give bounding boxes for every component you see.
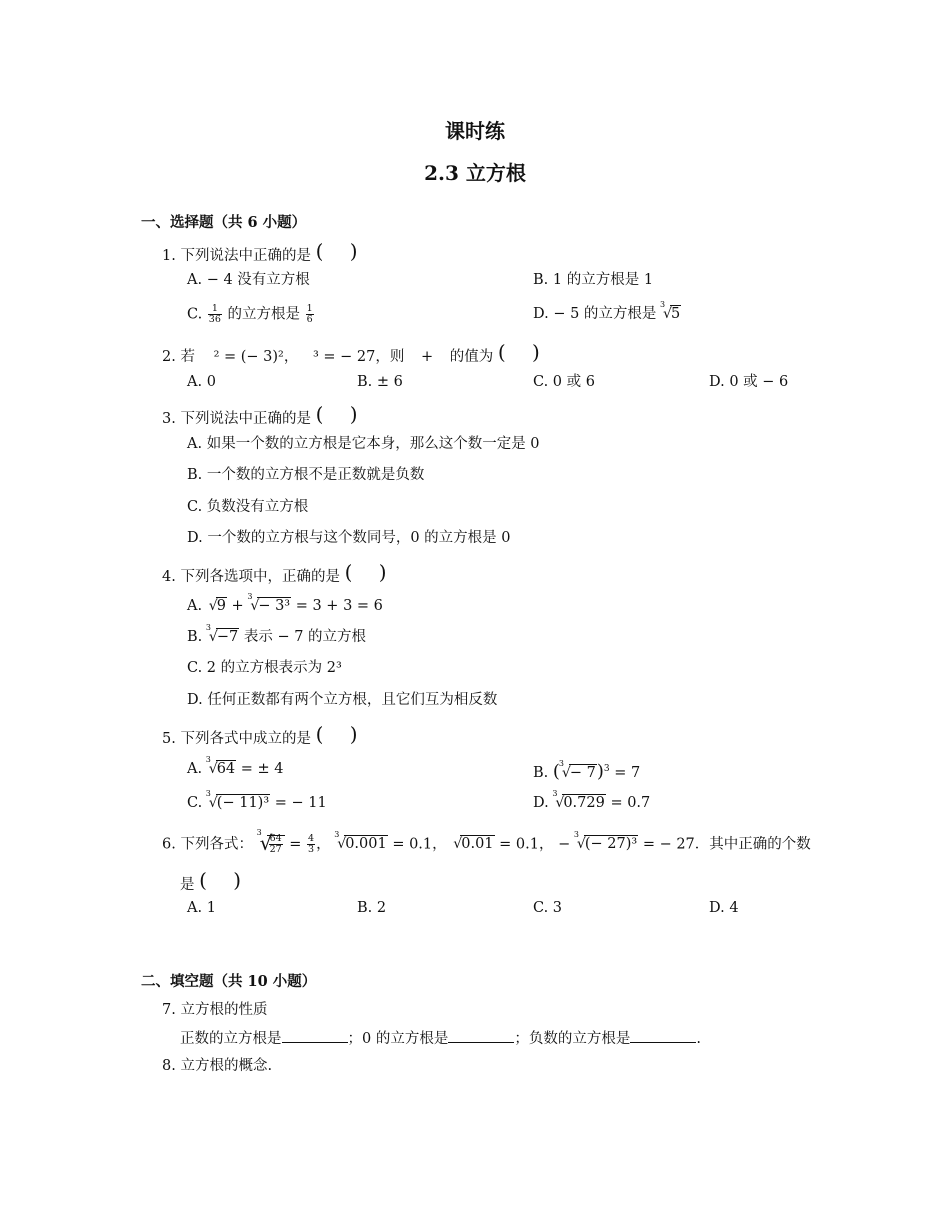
equation-tail: = 3 + 3 = 6 [295,598,383,614]
prompt-text: ；负数的立方根是 [514,1031,631,1047]
fraction: $\frac{1}{36}$ [208,303,221,325]
question-stem: 4. 下列各选项中，正确的是 [162,569,340,585]
equation-tail: = 0.7 [610,795,651,811]
cube-root: 3 √ 64 [205,755,236,777]
equation-tail: = 7 [614,765,641,781]
option-label: A. [187,761,203,777]
answer-paren[interactable] [199,872,241,892]
cube-root: 3 √ (− 27)³ [573,830,638,853]
question-stem: 是 [180,877,195,893]
cube-root: 3 √ −7 [205,623,239,645]
question-6: 6. 下列各式： 3 √ $\frac{64}{27}$ = $\frac{4}{3}$ ， 3 √ 0.001 = 0.1， √ 0.01 = 0.1， − 3 √ (− 27)³ = − 27．其中正确的个数 [162,828,811,855]
option-5a[interactable] [187,755,284,778]
option-1a[interactable]: A. − 4 没有立方根 [187,272,310,288]
question-2 [162,344,540,366]
answer-blank[interactable] [630,1030,696,1043]
question-7-blanks [180,1030,701,1048]
option-1c[interactable] [187,304,315,325]
period: . [696,1031,701,1047]
equation-tail: = 0.1， [392,836,447,853]
option-label: C. [187,795,203,811]
option-3d[interactable]: D. 一个数的立方根与这个数同号，0 的立方根是 0 [187,530,511,546]
prompt-text: 正数的立方根是 [180,1031,282,1047]
option-2a[interactable]: A. 0 [187,374,216,390]
equation: ² = (− 3)²， [213,349,299,365]
question-stem: 6. 下列各式： [162,836,253,853]
option-text: D. − 5 的立方根是 [533,306,657,322]
answer-paren[interactable] [345,564,387,584]
option-1d[interactable] [533,300,681,323]
square-root: √ 0.01 [453,836,494,853]
fraction: $\frac{1}{6}$ [306,303,313,325]
option-2c[interactable]: C. 0 或 6 [533,374,595,390]
equation-tail: = ± 4 [240,761,284,777]
option-4c[interactable]: C. 2 的立方根表示为 2³ [187,660,342,676]
square-root: √ 9 [208,598,226,614]
section-fill-in: 二、填空题（共 10 小题） [141,973,317,990]
option-3b[interactable]: B. 一个数的立方根不是正数就是负数 [187,467,425,483]
option-label: C. [187,306,203,323]
cube-root: 3 √ − 7 [558,759,596,781]
question-tail: = − 27．其中正确的个数 [642,836,811,853]
answer-blank[interactable] [448,1030,514,1043]
cube-root: 3 √ (− 11)³ [205,789,270,811]
equation-tail: = − 11 [274,795,327,811]
option-6d[interactable]: D. 4 [709,900,739,916]
question-3 [162,406,358,428]
question-stem: 2. 若 [162,349,195,365]
plus-sign: + [231,598,244,614]
option-3c[interactable]: C. 负数没有立方根 [187,499,309,515]
minus-sign: − [558,836,571,853]
option-5b[interactable]: B. ( 3 √ − 7)$^3$ = 7 [533,759,641,782]
option-6c[interactable]: C. 3 [533,900,563,916]
question-8: 8. 立方根的概念. [162,1058,273,1074]
option-5c[interactable] [187,789,327,812]
fraction: $\frac{4}{3}$ [308,833,315,855]
question-7: 7. 立方根的性质 [162,1002,268,1018]
question-tail: 的值为 [449,349,494,365]
option-label: A. [187,598,203,614]
section-multiple-choice: 一、选择题（共 6 小题） [141,214,307,231]
option-2b[interactable]: B. ± 6 [357,374,403,390]
option-4d[interactable]: D. 任何正数都有两个立方根，且它们互为相反数 [187,692,498,708]
option-4b[interactable] [187,623,367,646]
option-6a[interactable]: A. 1 [187,900,216,916]
option-3a[interactable]: A. 如果一个数的立方根是它本身，那么这个数一定是 0 [187,436,540,452]
equation: ³ = − 27，则 [312,349,405,365]
answer-paren[interactable] [316,243,358,263]
plus-sign: + [420,349,434,365]
option-text: 的立方根是 [227,306,300,323]
page-subtitle: 2.3 立方根 [424,161,526,185]
question-5 [162,726,358,748]
cube-root: 3 √ 0.729 [552,789,605,811]
answer-paren[interactable] [316,726,358,746]
option-label: D. [533,795,549,811]
option-label: B. [187,629,203,645]
cube-root: 3 √ 5 [660,300,681,322]
question-1 [162,243,358,265]
option-1b[interactable]: B. 1 的立方根是 1 [533,272,654,288]
page-title: 课时练 [445,119,505,143]
cube-root: 3 √ 0.001 [334,830,387,853]
cube-root: 3 √ $\frac{64}{27}$ [258,834,285,855]
option-4a[interactable] [187,592,383,615]
answer-blank[interactable] [282,1030,348,1043]
option-2d[interactable]: D. 0 或 − 6 [709,374,789,390]
option-5d[interactable] [533,789,651,812]
answer-paren[interactable] [498,344,540,364]
option-label: B. [533,765,549,781]
question-6-line2 [180,872,241,894]
answer-paren[interactable] [316,406,358,426]
equation-tail: = 0.1， [499,836,554,853]
question-stem: 1. 下列说法中正确的是 [162,248,311,264]
option-text: 表示 − 7 的立方根 [243,629,367,645]
question-stem: 3. 下列说法中正确的是 [162,411,311,427]
question-4 [162,564,387,586]
cube-root: 3 √ − 3³ [247,592,291,614]
option-6b[interactable]: B. 2 [357,900,387,916]
question-stem: 5. 下列各式中成立的是 [162,731,311,747]
prompt-text: ；0 的立方根是 [347,1031,449,1047]
